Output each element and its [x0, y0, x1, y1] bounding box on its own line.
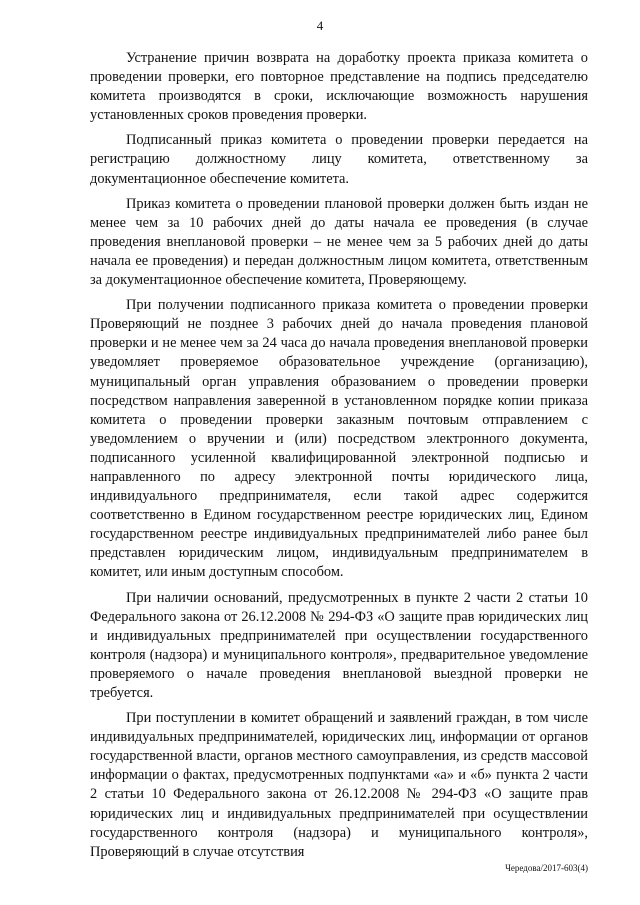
paragraph-inspection-notification: При получении подписанного приказа комитета о проведении проверки Проверяющий не позднее 3 рабочих дней до начала проведения плановой проверки и не менее чем за 24 часа до начала проведения внеплановой проверки уведомляет проверяемое образовательное учреждение (организацию), муниципальный орган управления образованием о проведении проверки посредством направления заверенной в установленном порядке копии приказа комитета о проведении проверки заказным почтовым отправлением с уведомлением о вручении и (или) посредством электронного документа, подписанного усиленной квалифицированной электронной подписью и направленного по адресу электронной почты юридического лица, индивидуального предпринимателя, если такой адрес содержится соответственно в Едином государственном реестре юридических лиц, Едином государственном реестре индивидуальных предпринимателей либо ранее был представлен юридическим лицом, индивидуальным предпринимателем в комитет, или иным доступным способом. — [90, 297, 588, 581]
paragraph-return-correction: Устранение причин возврата на доработку проекта приказа комитета о проведении проверки, его повторное представление на подпись председателю комитета производятся в сроки, исключающие возможность нарушения установленных сроков проведения проверки. — [90, 50, 588, 124]
page-number: 4 — [316, 18, 324, 33]
paragraph-citizen-appeals: При поступлении в комитет обращений и заявлений граждан, в том числе индивидуальных предпринимателей, юридических лиц, информации от органов государственной власти, органов местного самоуправления, из средств массовой информации о фактах, предусмотренных подпунктами «а» и «б» пункта 2 части 2 статьи 10 Федерального закона от 26.12.2008 № 294-ФЗ «О защите прав юридических лиц и индивидуальных предпринимателей при осуществлении государственного контроля (надзора) и муниципального контроля», Проверяющий в случае отсутствия — [90, 710, 588, 860]
paragraph-no-prior-notice: При наличии оснований, предусмотренных в пункте 2 части 2 статьи 10 Федерального закона от 26.12.2008 № 294-ФЗ «О защите прав юридических лиц и индивидуальных предпринимателей при осуществлении государственного контроля (надзора) и муниципального контроля», предварительное уведомление проверяемого о начале проведения внеплановой выездной проверки не требуется. — [90, 589, 588, 701]
document-body — [90, 49, 588, 868]
paragraph-signed-order-registration: Подписанный приказ комитета о проведении проверки передается на регистрацию должностному лицу комитета, ответственному за документационное обеспечение комитета. — [90, 132, 588, 187]
paragraph-planned-inspection-order: Приказ комитета о проведении плановой проверки должен быть издан не менее чем за 10 рабочих дней до даты начала ее проведения (в случае проведения внеплановой проверки – не менее чем за 5 рабочих дней до даты начала ее проведения) и передан должностным лицом комитета, ответственным за документационное обеспечение комитета, Проверяющему. — [90, 195, 588, 289]
document-reference-footer: Чередова/2017-603(4) — [505, 863, 588, 873]
